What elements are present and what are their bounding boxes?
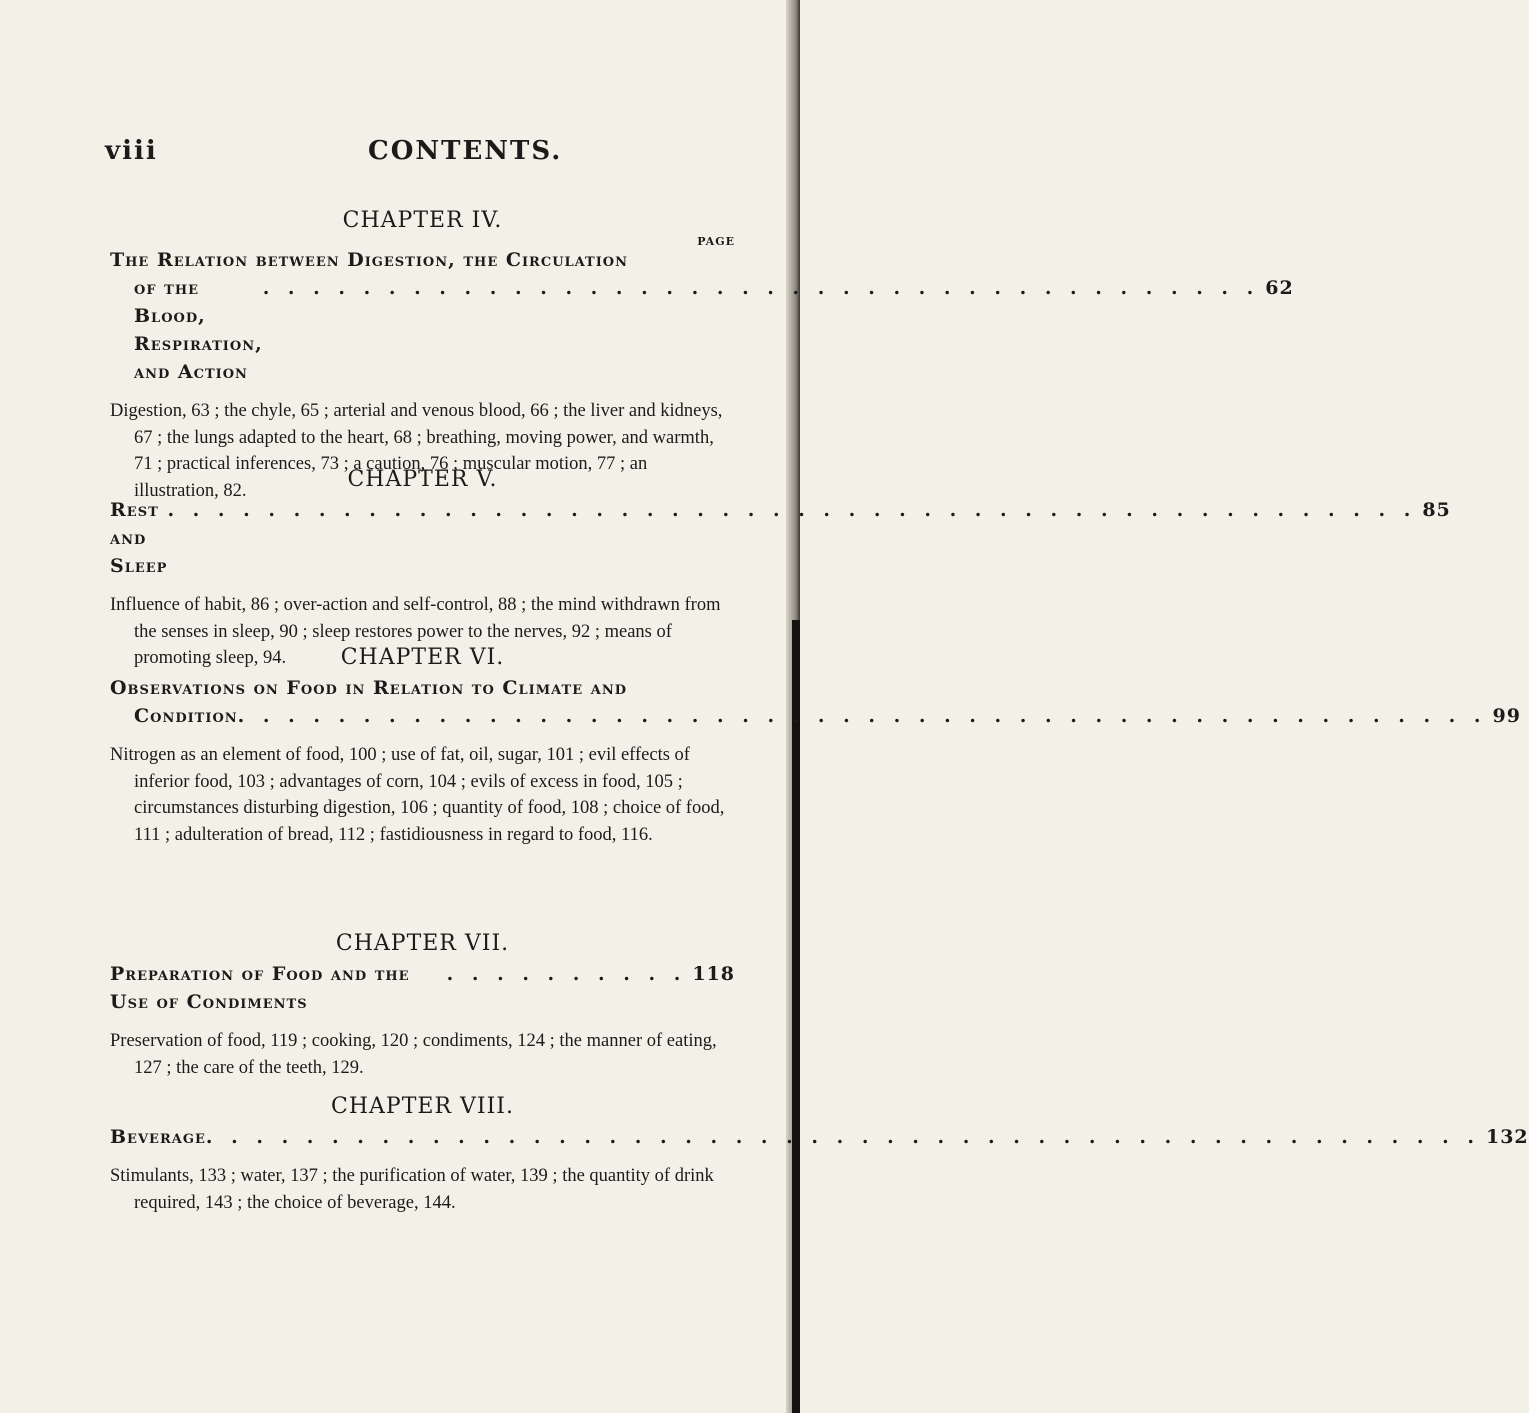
chapter-iv (110, 208, 1294, 504)
chapter-title (110, 674, 1521, 730)
chapter-page-number: 62 (1265, 277, 1294, 299)
chapter-heading: CHAPTER VIII. (331, 1094, 514, 1119)
chapter-summary: Influence of habit, 86 ; over-action and self-control, 88 ; the mind withdrawn from the senses in sleep, 90 ; sleep restores power to the nerves, 92 ; means of promoting sleep, 94. (110, 595, 721, 668)
chapter-heading: CHAPTER VI. (340, 645, 505, 670)
leader-dots: . . . . . . . . . . (446, 963, 687, 985)
chapter-v (110, 467, 1451, 672)
page-edge-dark (792, 620, 800, 1413)
chapter-title-line1: Rest and Sleep (110, 499, 168, 577)
leader-dots: . . . . . . . . . . . . . . . . . . . . . . . . . . . . . . . . . . . . . . . . . . . . . . . . . . (167, 499, 1417, 521)
folio: viii (105, 136, 158, 166)
chapter-page-number: 99 (1492, 705, 1521, 727)
leader-dots: . . . . . . . . . . . . . . . . . . . . . . . . . . . . . . . . . . . . . . . . (262, 277, 1260, 299)
chapter-heading: CHAPTER V. (347, 467, 498, 492)
chapter-title-line2: of the Blood, Respiration, and Action (134, 277, 263, 383)
running-head (105, 136, 665, 170)
page-column-label: PAGE (697, 235, 735, 248)
chapter-heading: CHAPTER IV. (342, 208, 503, 233)
chapter-title-line1: Preparation of Food and the Use of Condiments (110, 963, 410, 1013)
chapter-summary: Digestion, 63 ; the chyle, 65 ; arterial and venous blood, 66 ; the liver and kidneys, 67 ; the lungs adapted to the heart, 68 ; breathing, moving power, and warmth, 71 ; practical inferences, 73 ; a caution, 76 ; muscular motion, 77 ; an illustration, 82. (110, 401, 723, 501)
chapter-summary: Nitrogen as an element of food, 100 ; use of fat, oil, sugar, 101 ; evil effects of inferior food, 103 ; advantages of corn, 104 ; evils of excess in food, 105 ; circumstances disturbing digestion, 106 ; quantity of food, 108 ; choice of food, 111 ; adulteration of bread, 112 ; fastidiousness in regard to food, 116. (110, 745, 725, 845)
chapter-vii (110, 931, 735, 1081)
chapter-title (110, 496, 1451, 580)
chapter-title-line2: Condition (134, 705, 238, 727)
leader-dots: . . . . . . . . . . . . . . . . . . . . . . . . . . . . . . . . . . . . . . . . . . . . . . . . . . . (205, 1126, 1480, 1148)
chapter-title (110, 960, 735, 1016)
chapter-vi (110, 645, 1521, 848)
chapter-summary: Preservation of food, 119 ; cooking, 120 ; condiments, 124 ; the manner of eating, 127 ; the care of the teeth, 129. (110, 1031, 717, 1078)
chapter-summary: Stimulants, 133 ; water, 137 ; the purification of water, 139 ; the quantity of drink required, 143 ; the choice of beverage, 144. (110, 1166, 714, 1213)
chapter-heading: CHAPTER VII. (335, 931, 510, 956)
chapter-title-line1: The Relation between Digestion, the Circulation (110, 249, 629, 271)
chapter-viii (110, 1094, 1529, 1216)
chapter-title (110, 246, 1294, 386)
chapter-page-number: 85 (1422, 499, 1451, 521)
chapter-page-number: 118 (692, 963, 735, 985)
chapter-title-line1: Beverage (110, 1126, 206, 1148)
chapter-page-number: 132 (1485, 1126, 1529, 1148)
leader-dots: . . . . . . . . . . . . . . . . . . . . . . . . . . . . . . . . . . . . . . . . . . . . . . . . . . (237, 705, 1487, 727)
chapter-title-line1: Observations on Food in Relation to Climate and (110, 677, 627, 699)
running-title: CONTENTS. (368, 136, 563, 166)
chapter-title (110, 1123, 1529, 1151)
